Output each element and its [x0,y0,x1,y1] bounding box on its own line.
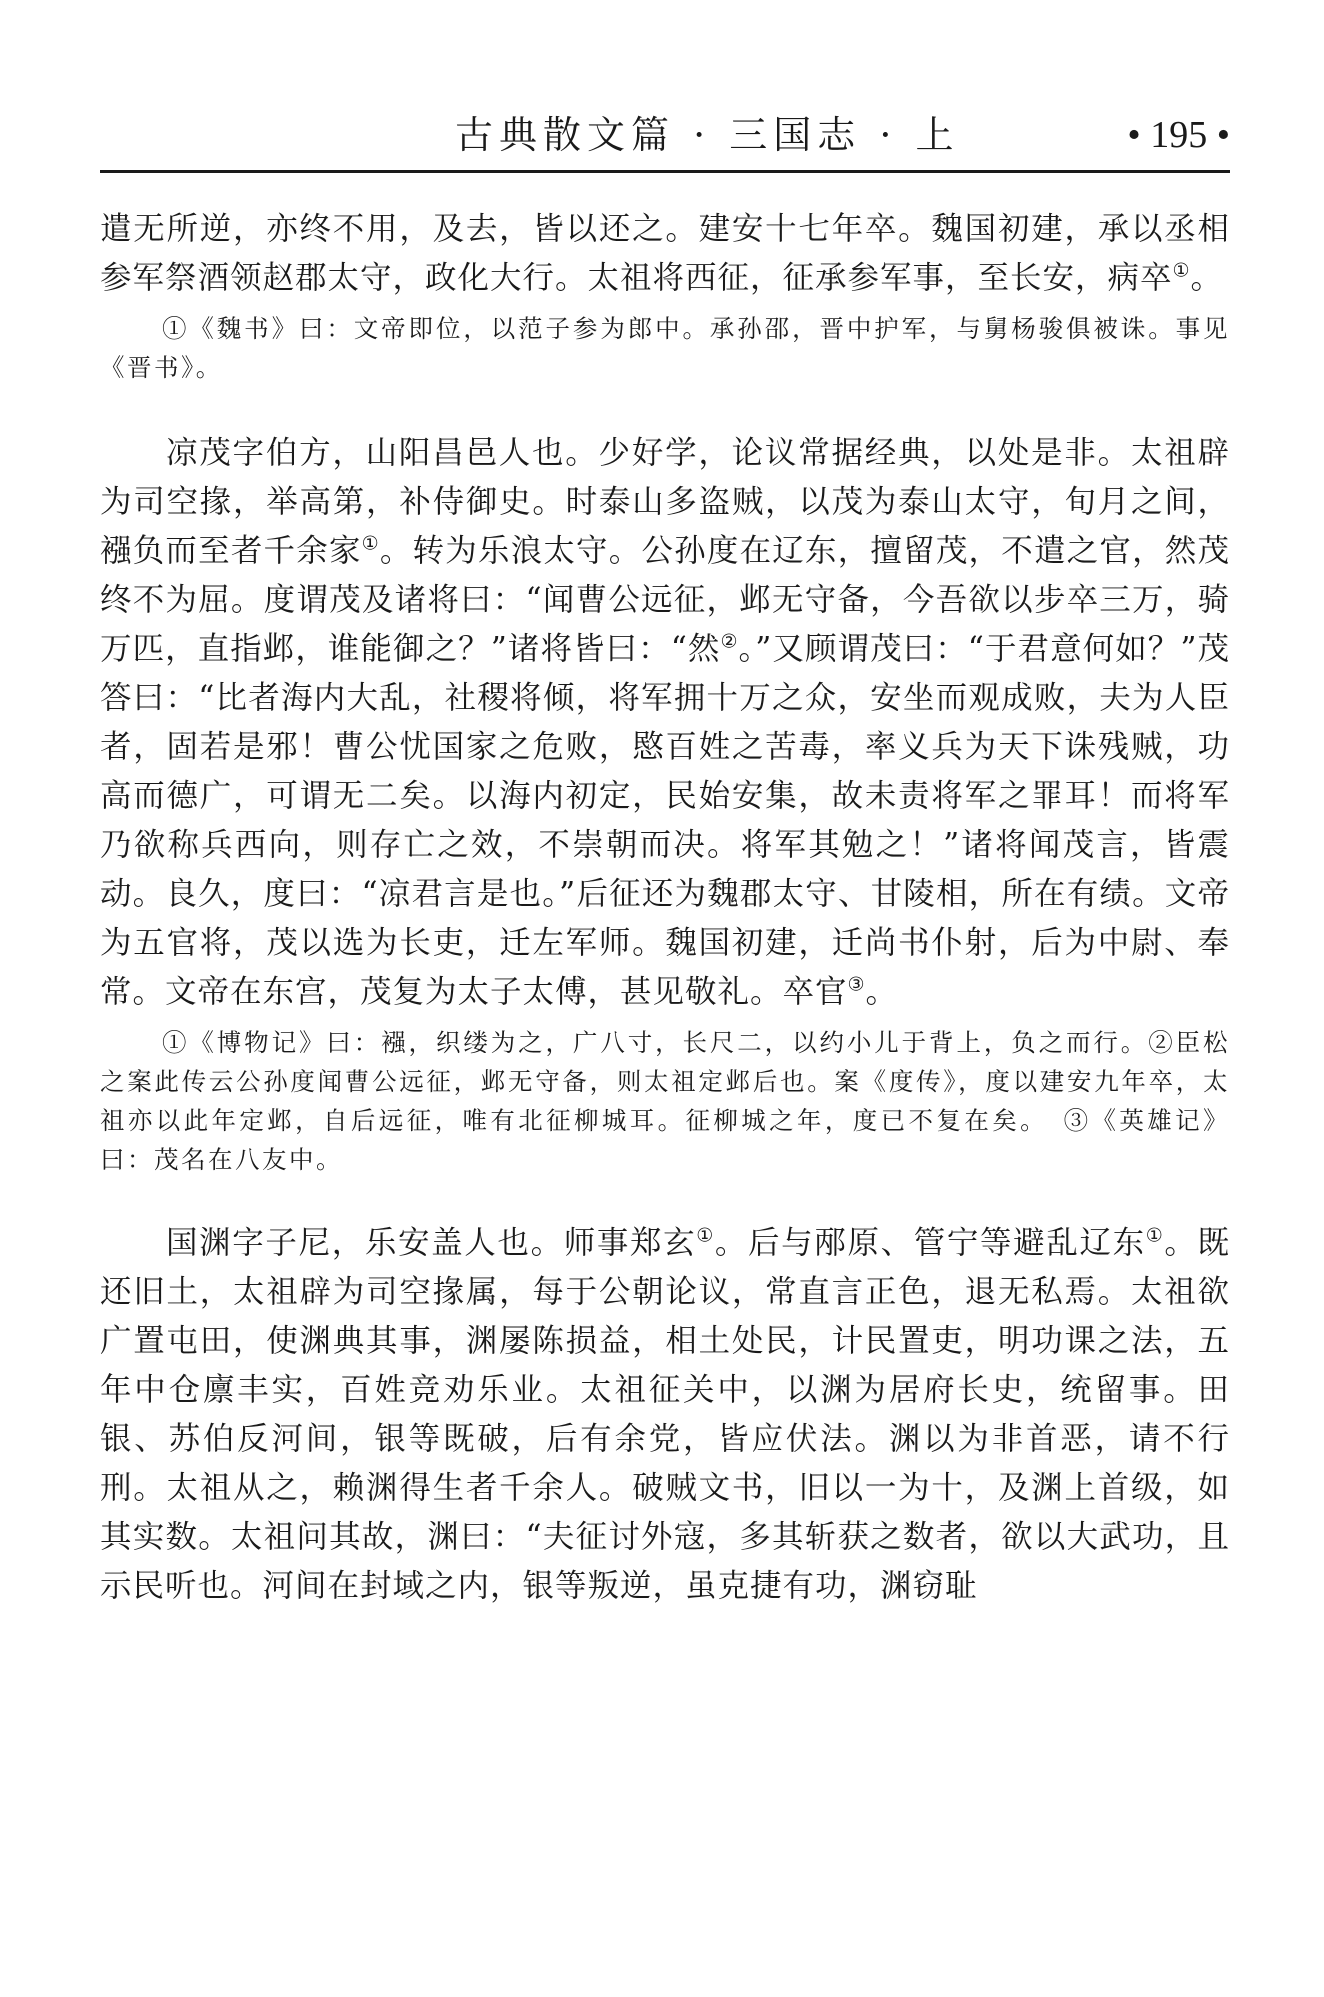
paragraph-continued [100,205,1230,303]
paragraph-text: 。既还旧土，太祖辟为司空掾属，每于公朝论议，常直言正色，退无私焉。太祖欲广置屯田，使渊典其事，渊屡陈损益，相土处民，计民置吏，明功课之法，五年中仓廪丰实，百姓竞劝乐业。太祖征关中，以渊为居府长史，统留事。田银、苏伯反河间，银等既破，后有余党，皆应伏法。渊以为非首恶，请不行刑。太祖从之，赖渊得生者千余人。破贼文书，旧以一为十，及渊上首级，如其实数。太祖问其故，渊曰：“夫征讨外寇，多其斩获之数者，欲以大武功，且示民听也。河间在封域之内，银等叛逆，虽克捷有功，渊窃耻 [100,1225,1231,1604]
footnote-marker: ③ [847,973,866,996]
paragraph-liang-mao [100,429,1230,1017]
paragraph-text: 。后与邴原、管宁等避乱辽东 [714,1225,1146,1261]
footnote-marker: ① [361,532,380,555]
footnote-marker: ① [1145,1224,1165,1247]
header-rule [100,170,1230,173]
paragraph-text: 。 [1190,260,1223,296]
footnote-marker: ① [1172,259,1191,282]
footnote-marker: ① [696,1224,715,1247]
paragraph-guo-yuan [100,1219,1230,1611]
page-body [100,205,1230,1611]
footnote-marker: ② [720,630,739,653]
footnotes: ①《博物记》曰：襁，织缕为之，广八寸，长尺二，以约小儿于背上，负之而行。②臣松之案此传云公孙度闻曹公远征，邺无守备，则太祖定邺后也。案《度传》，度以建安九年卒，太祖亦以此年定邺，自后远征，唯有北征柳城耳。征柳城之年，度已不复在矣。 ③《英雄记》曰：茂名在八友中。 [100,1028,1230,1174]
paragraph-text: 遣无所逆，亦终不用，及去，皆以还之。建安十七年卒。魏国初建，承以丞相参军祭酒领赵郡太守，政化大行。太祖将西征，征承参军事，至长安，病卒 [100,211,1230,296]
paragraph-text: 。 [865,974,898,1010]
paragraph-text: 。转为乐浪太守。公孙度在辽东，擅留茂，不遣之官，然茂终不为屈。度谓茂及诸将曰：“闻曹公远征，邺无守备，今吾欲以步卒三万，骑万匹，直指邺，谁能御之？”诸将皆曰：“然 [100,533,1230,667]
paragraph-text: 国渊字子尼，乐安盖人也。师事郑玄 [166,1225,697,1261]
paragraph-text: 。”又顾谓茂曰：“于君意何如？”茂答曰：“比者海内大乱，社稷将倾，将军拥十万之众，安坐而观成败，夫为人臣者，固若是邪！曹公忧国家之危败，愍百姓之苦毒，率义兵为天下诛残贼，功高而德广，可谓无二矣。以海内初定，民始安集，故未责将军之罪耳！而将军乃欲称兵西向，则存亡之效，不崇朝而决。将军其勉之！”诸将闻茂言，皆震动。良久，度曰：“凉君言是也。”后征还为魏郡太守、甘陵相，所在有绩。文帝为五官将，茂以选为长吏，迁左军师。魏国初建，迁尚书仆射，后为中尉、奉常。文帝在东宫，茂复为太子太傅，甚见敬礼。卒官 [100,631,1230,1010]
footnotes: ①《魏书》曰：文帝即位，以范子参为郎中。承孙邵，晋中护军，与舅杨骏俱被诛。事见《晋书》。 [100,314,1230,382]
paragraph-text: 凉茂字伯方，山阳昌邑人也。少好学，论议常据经典，以处是非。太祖辟为司空掾，举高第，补侍御史。时泰山多盗贼，以茂为泰山太守，旬月之间，襁负而至者千余家 [100,435,1230,569]
header-title: 古典散文篇 · 三国志 · 上 [455,113,960,157]
page-number: • 195 • [1127,114,1230,156]
running-header [100,112,1230,170]
